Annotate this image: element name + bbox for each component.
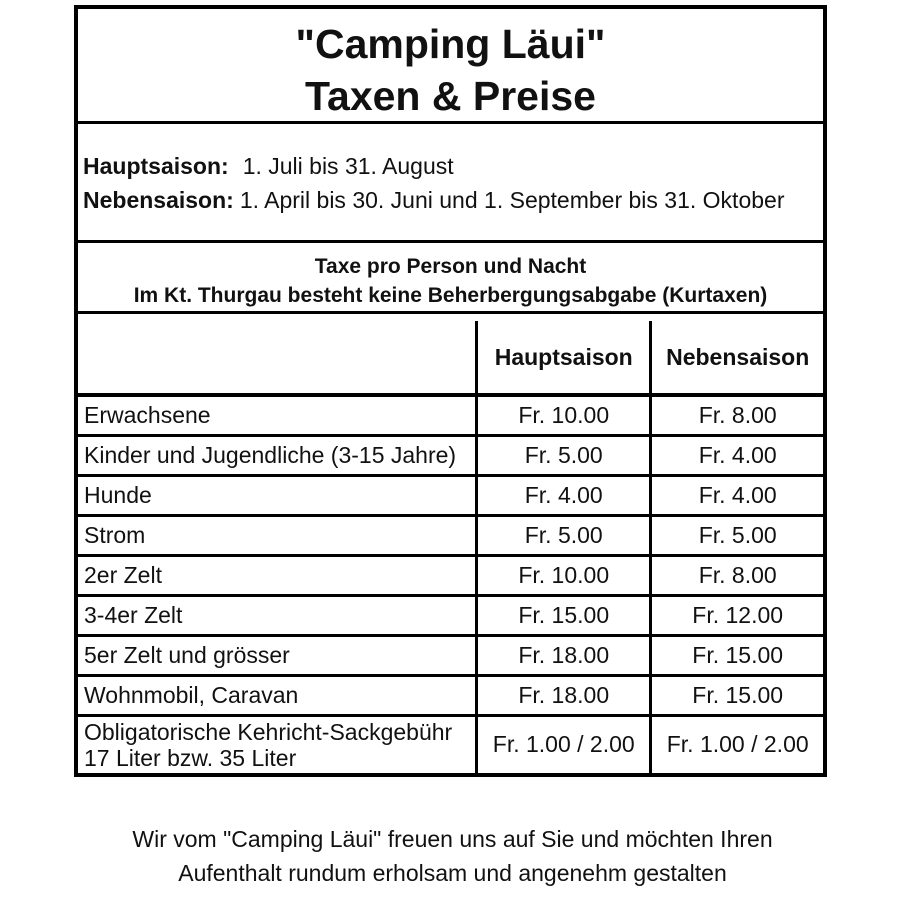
row-label-line2: 17 Liter bzw. 35 Liter <box>84 744 297 771</box>
row-label-line1: 3-4er Zelt <box>84 602 183 628</box>
row-label-cell <box>78 395 477 435</box>
table-row <box>78 475 823 515</box>
row-label-cell <box>78 715 477 773</box>
table-row <box>78 715 823 773</box>
table-row <box>78 395 823 435</box>
row-label-line1: Obligatorische Kehricht-Sackgebühr <box>84 718 453 745</box>
row-label-line1: Hunde <box>84 482 152 508</box>
season-label-nebensaison: Nebensaison: <box>83 187 234 213</box>
row-price-hauptsaison: Fr. 10.00 <box>477 395 651 435</box>
title-block <box>78 9 823 124</box>
row-label-line1: Wohnmobil, Caravan <box>84 682 299 708</box>
row-label-line1: Kinder und Jugendliche (3-15 Jahre) <box>84 442 457 468</box>
row-label-line1: 2er Zelt <box>84 562 162 588</box>
column-header-hauptsaison: Hauptsaison <box>477 321 651 395</box>
row-label-cell <box>78 675 477 715</box>
row-label-cell <box>78 635 477 675</box>
section-divider-gap <box>78 314 823 321</box>
row-price-nebensaison: Fr. 8.00 <box>651 555 823 595</box>
row-price-hauptsaison: Fr. 18.00 <box>477 675 651 715</box>
row-price-nebensaison: Fr. 4.00 <box>651 475 823 515</box>
row-label-cell <box>78 595 477 635</box>
row-price-nebensaison: Fr. 1.00 / 2.00 <box>651 715 823 773</box>
row-label-cell <box>78 435 477 475</box>
row-label-cell <box>78 515 477 555</box>
footer-line1: Wir vom "Camping Läui" freuen uns auf Sie und möchten Ihren <box>132 826 773 852</box>
table-row <box>78 515 823 555</box>
row-price-nebensaison: Fr. 8.00 <box>651 395 823 435</box>
row-price-hauptsaison: Fr. 5.00 <box>477 515 651 555</box>
season-label-hauptsaison: Hauptsaison: <box>83 153 229 179</box>
price-table <box>78 321 823 773</box>
row-label-cell <box>78 555 477 595</box>
footer-note <box>0 822 905 890</box>
row-price-nebensaison: Fr. 4.00 <box>651 435 823 475</box>
season-value-hauptsaison: 1. Juli bis 31. August <box>242 153 454 179</box>
row-price-nebensaison: Fr. 12.00 <box>651 595 823 635</box>
column-header-empty <box>78 321 477 395</box>
table-row <box>78 435 823 475</box>
table-row <box>78 595 823 635</box>
season-value-nebensaison: 1. April bis 30. Juni und 1. September bis 31. Oktober <box>239 187 785 213</box>
season-line-nebensaison <box>83 183 817 217</box>
row-price-nebensaison: Fr. 15.00 <box>651 635 823 675</box>
notice-line2: Im Kt. Thurgau besteht keine Beherbergungsabgabe (Kurtaxen) <box>133 284 768 307</box>
footer-line2: Aufenthalt rundum erholsam und angenehm gestalten <box>178 860 727 886</box>
row-label-line1: Strom <box>84 522 146 548</box>
row-price-hauptsaison: Fr. 18.00 <box>477 635 651 675</box>
row-price-hauptsaison: Fr. 15.00 <box>477 595 651 635</box>
season-line-hauptsaison <box>83 149 817 183</box>
row-price-hauptsaison: Fr. 4.00 <box>477 475 651 515</box>
page-title-line1: "Camping Läui" <box>295 21 606 67</box>
seasons-block <box>78 124 823 243</box>
page-title-line2: Taxen & Preise <box>305 73 596 119</box>
price-sheet-frame <box>74 5 827 777</box>
notice-block <box>78 243 823 314</box>
table-row <box>78 675 823 715</box>
table-row <box>78 635 823 675</box>
table-row <box>78 555 823 595</box>
row-price-hauptsaison: Fr. 10.00 <box>477 555 651 595</box>
row-price-hauptsaison: Fr. 5.00 <box>477 435 651 475</box>
row-label-cell <box>78 475 477 515</box>
row-price-nebensaison: Fr. 5.00 <box>651 515 823 555</box>
column-header-nebensaison: Nebensaison <box>651 321 823 395</box>
row-label-line1: 5er Zelt und grösser <box>84 642 290 668</box>
row-label-line1: Erwachsene <box>84 402 211 429</box>
notice-line1: Taxe pro Person und Nacht <box>314 255 587 278</box>
row-price-hauptsaison: Fr. 1.00 / 2.00 <box>477 715 651 773</box>
table-header-row <box>78 321 823 395</box>
row-price-nebensaison: Fr. 15.00 <box>651 675 823 715</box>
